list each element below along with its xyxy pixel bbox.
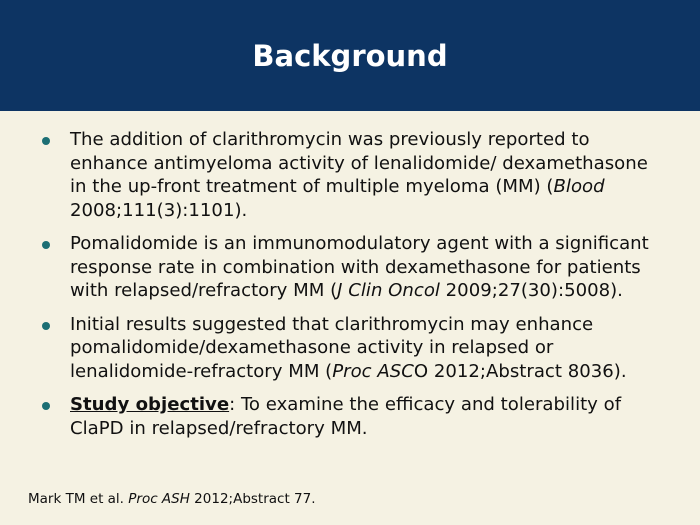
citation-reference: 2012;Abstract 77. <box>189 491 316 507</box>
bullet-text: : To examine the efficacy and tolerability of ClaPD in relapsed/refractory MM. <box>70 394 622 439</box>
journal-name: J Clin Oncol <box>337 280 440 301</box>
bullet-reference: O 2012;Abstract 8036). <box>413 360 627 382</box>
bullet-text: The addition of clarithromycin was previously reported to enhance antimyeloma activity of lenalidomide/ dexamethasone in the up-front treatment of multiple myeloma (MM) ( <box>70 129 648 197</box>
bullet-dot-icon <box>42 241 50 249</box>
bullet-item <box>0 128 700 222</box>
bullet-text: Pomalidomide is an immunomodulatory agent with a significant response rate in combination with dexamethasone for patients with relapsed/refractory MM ( <box>70 233 649 301</box>
journal-name: Blood <box>553 176 605 197</box>
title-banner <box>0 0 700 111</box>
bullet-text: Initial results suggested that clarithromycin may enhance pomalidomide/dexamethasone activity in relapsed or lenalidomide-refractory MM ( <box>70 313 594 382</box>
journal-name: Proc ASC <box>332 360 414 382</box>
bullet-item <box>0 313 700 384</box>
study-objective-label: Study objective <box>70 394 230 415</box>
slide-title: Background <box>252 39 448 73</box>
bullet-reference: 2008;111(3):1101). <box>70 199 248 221</box>
bullet-item <box>0 232 700 303</box>
citation-journal: Proc ASH <box>128 491 190 507</box>
bullet-dot-icon <box>42 402 50 410</box>
bullet-dot-icon <box>42 322 50 330</box>
citation-authors: Mark TM et al. <box>28 491 129 507</box>
bullet-item <box>0 393 700 440</box>
bullet-reference: 2009;27(30):5008). <box>439 280 623 301</box>
bullet-list <box>0 128 700 450</box>
bullet-dot-icon <box>42 137 50 145</box>
citation <box>28 490 316 508</box>
